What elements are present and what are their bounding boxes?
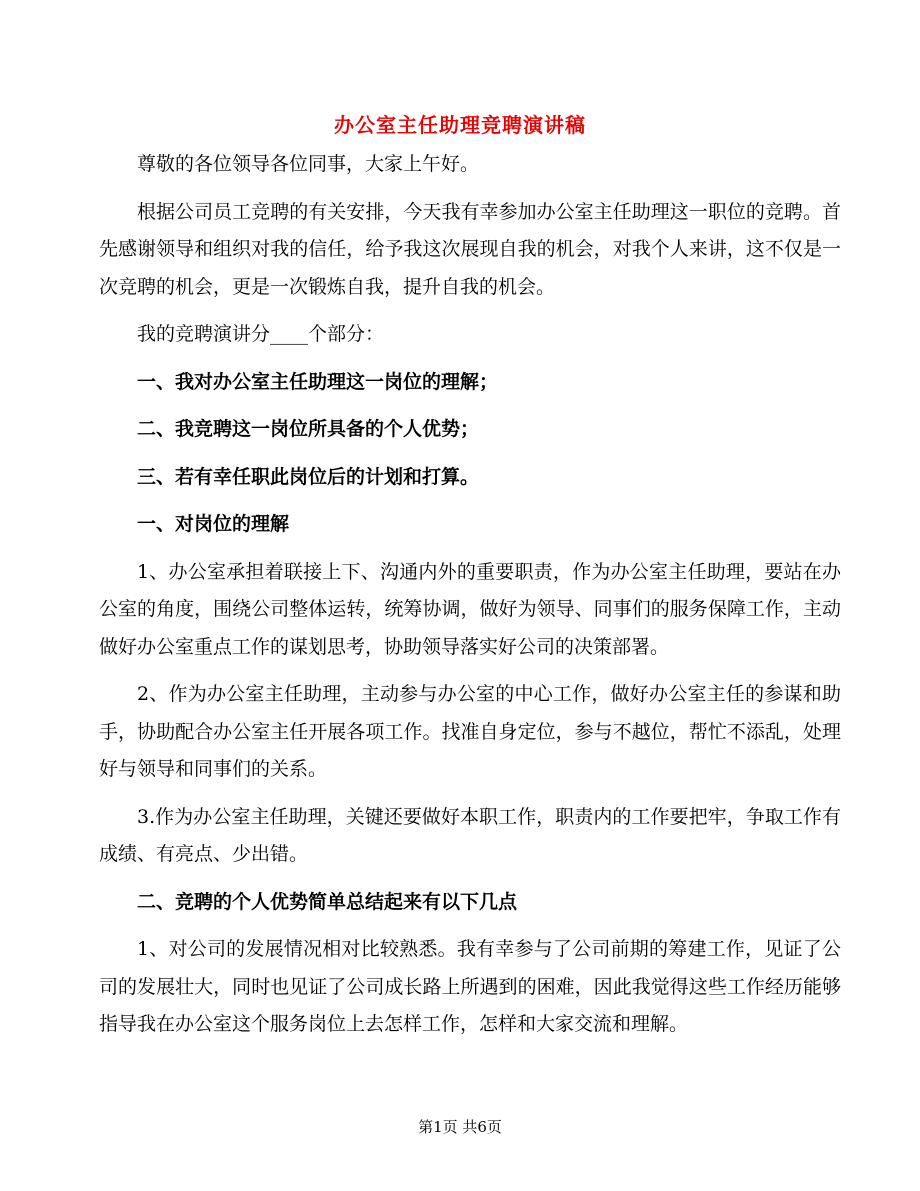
paragraph-intro: 根据公司员工竞聘的有关安排，今天我有幸参加办公室主任助理这一职位的竞聘。首先感谢领导和组织对我的信任，给予我这次展现自我的机会，对我个人来讲，这不仅是一次竞聘的机会，更是一次锻炼自我，提升自我的机会。 bbox=[99, 200, 841, 298]
outline-item-2: 二、我竞聘这一岗位所具备的个人优势； bbox=[137, 418, 480, 440]
section-1-point-3: 3.作为办公室主任助理，关键还要做好本职工作，职责内的工作要把牢，争取工作有成绩、有亮点、少出错。 bbox=[99, 805, 841, 865]
paragraph-outline: 我的竞聘演讲分____个部分： bbox=[137, 323, 385, 345]
outline-item-3: 三、若有幸任职此岗位后的计划和打算。 bbox=[137, 465, 480, 488]
section-heading-1: 一、对岗位的理解 bbox=[137, 513, 290, 535]
paragraph-greeting: 尊敬的各位领导各位同事，大家上午好。 bbox=[137, 153, 480, 175]
outline-item-1: 一、我对办公室主任助理这一岗位的理解； bbox=[137, 370, 499, 393]
section-2-point-1: 1、对公司的发展情况相对比较熟悉。我有幸参与了公司前期的筹建工作，见证了公司的发展壮大，同时也见证了公司成长路上所遇到的困难，因此我觉得这些工作经历能够指导我在办公室这个服务岗位上去怎样工作，怎样和大家交流和理解。 bbox=[99, 938, 841, 1035]
document-body bbox=[99, 146, 841, 1054]
section-heading-2: 二、竞聘的个人优势简单总结起来有以下几点 bbox=[137, 890, 518, 913]
section-1-point-2: 2、作为办公室主任助理，主动参与办公室的中心工作，做好办公室主任的参谋和助手，协助配合办公室主任开展各项工作。找准自身定位，参与不越位，帮忙不添乱，处理好与领导和同事们的关系。 bbox=[99, 683, 841, 780]
document-title: 办公室主任助理竞聘演讲稿 bbox=[334, 113, 586, 137]
page-number-footer: 第1页 共6页 bbox=[418, 1118, 502, 1136]
section-1-point-1: 1、办公室承担着联接上下、沟通内外的重要职责，作为办公室主任助理，要站在办公室的角度，围绕公司整体运转，统筹协调，做好为领导、同事们的服务保障工作，主动做好办公室重点工作的谋划思考，协助领导落实好公司的决策部署。 bbox=[99, 560, 841, 658]
